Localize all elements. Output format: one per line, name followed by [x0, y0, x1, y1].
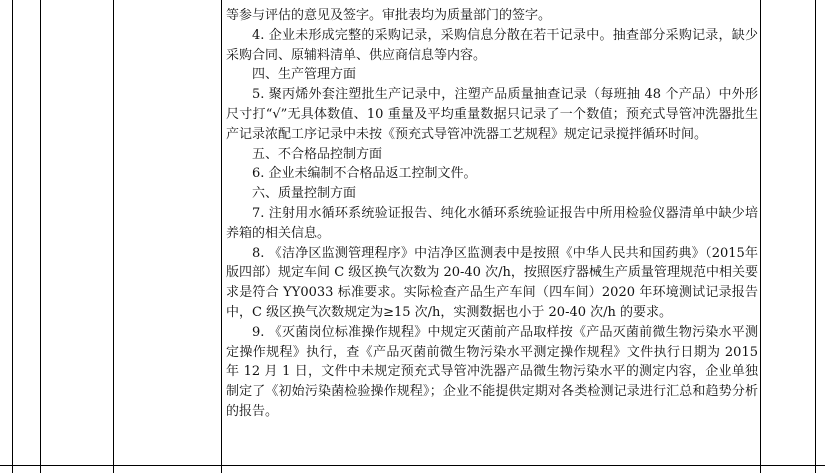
table-border-line [221, 0, 222, 473]
finding-item: 6. 企业未编制不合格品返工控制文件。 [252, 166, 477, 182]
section-heading: 四、生产管理方面 [252, 67, 357, 83]
finding-item: 4. 企业未形成完整的采购记录，采购信息分散在若干记录中。抽查部分采购记录，缺少采购合同、原辅料清单、供应商信息等内容。 [226, 27, 758, 63]
table-border-line [12, 0, 13, 473]
table-border-line [815, 0, 816, 473]
table-border-line [0, 465, 825, 466]
finding-item: 9. 《灭菌岗位标准操作规程》中规定灭菌前产品取样按《产品灭菌前微生物污染水平测定操作规程》执行，查《产品灭菌前微生物污染水平测定操作规程》文件执行日期为 2015 年 12 月 1 日，文件中未规定预充式导管冲洗器产品微生物污染水平的测定内容，企业单独制定了《初始污染菌检验操作规程》；企业不能提供定期对各类检测记录进行汇总和趋势分析的报告。 [226, 324, 758, 419]
finding-item: 5. 聚丙烯外套注塑批生产记录中，注塑产品质量抽查记录（每班抽 48 个产品）中外形尺寸打“√”无具体数值、10 重量及平均重量数据只记录了一个数值；预充式导管冲洗器批生产记录浓配工序记录中未按《预充式导管冲洗器工艺规程》规定记录搅拌循环时间。 [226, 87, 758, 142]
paragraph: 等参与评估的意见及签字。审批表均为质量部门的签字。 [226, 8, 552, 23]
table-border-line [760, 0, 761, 473]
table-border-line [113, 0, 114, 473]
findings-cell [226, 6, 758, 422]
finding-item: 8. 《洁净区监测管理程序》中洁净区监测表中是按照《中华人民共和国药典》（2015年版四部）规定车间 C 级区换气次数为 20-40 次/h，按照医疗器械生产质量管理规范中相关要求是符合 YY0033 标准要求。实际检查产品生产车间（四车间）2020 年环境测试记录报告中，C 级区换气次数规定为≥15 次/h，实测数据也小于 20-40 次/h 的要求。 [226, 245, 758, 320]
section-heading: 六、质量控制方面 [252, 186, 357, 202]
table-border-line [40, 0, 41, 473]
section-heading: 五、不合格品控制方面 [252, 146, 383, 162]
finding-item: 7. 注射用水循环系统验证报告、纯化水循环系统验证报告中所用检验仪器清单中缺少培养箱的相关信息。 [226, 205, 758, 241]
